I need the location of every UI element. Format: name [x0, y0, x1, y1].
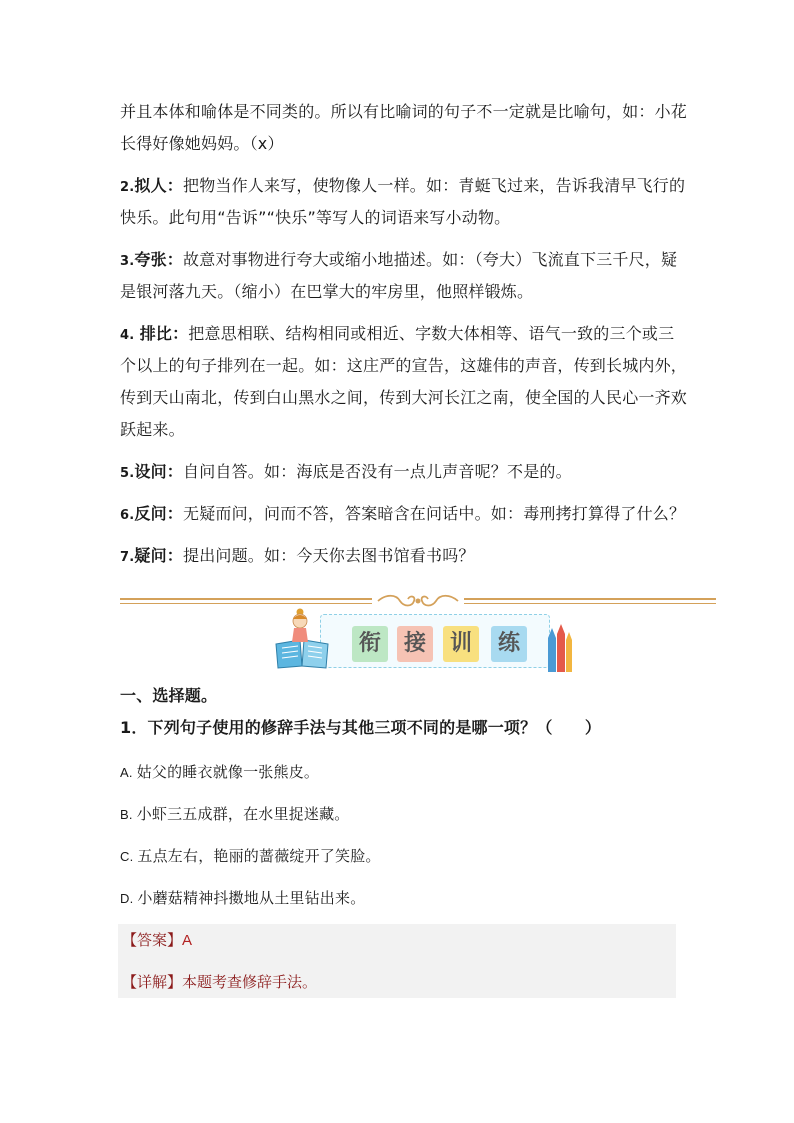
answer-line	[122, 930, 192, 951]
item-number: 3.	[120, 254, 135, 269]
item-number: 7.	[120, 550, 135, 565]
term-text: 故意对事物进行夸大或缩小地描述。如：（夸大）飞流直下三千尺，疑	[183, 250, 678, 269]
paragraph-line: 个以上的句子排列在一起。如：这庄严的宣告，这雄伟的声音，传到长城内外，	[120, 356, 688, 375]
item-number: 6.	[120, 508, 135, 523]
reading-child-icon	[286, 608, 314, 642]
paragraph-line: 是银河落九天。（缩小）在巴掌大的牢房里，他照样锻炼。	[120, 282, 534, 301]
detail-line	[122, 972, 317, 992]
question-stem: 1．下列句子使用的修辞手法与其他三项不同的是哪一项？（ ）	[120, 718, 602, 737]
option-letter: D.	[120, 891, 134, 906]
option-letter: C.	[120, 849, 134, 864]
setting-question-line	[120, 462, 572, 484]
option-text: 小虾三五成群，在水里捉迷藏。	[136, 805, 350, 823]
question-line	[120, 546, 475, 568]
term-label: 夸张：	[134, 250, 183, 269]
term-text: 把物当作人来写，使物像人一样。如：青蜓飞过来，告诉我清早飞行的	[183, 176, 686, 195]
option-text: 小蘑菇精神抖擞地从土里钻出来。	[137, 889, 366, 907]
item-number: 4.	[120, 328, 135, 343]
option-text: 姑父的睡衣就像一张熊皮。	[136, 763, 320, 781]
paragraph-line: 快乐。此句用“告诉”“快乐”等写人的词语来写小动物。	[120, 208, 511, 227]
pencils-icon	[544, 622, 574, 672]
parallelism-line	[120, 324, 674, 346]
scroll-ornament-icon	[374, 594, 462, 608]
banner-tile: 练	[491, 626, 527, 662]
term-label: 疑问：	[134, 546, 183, 565]
section-title: 一、选择题。	[120, 686, 218, 705]
paragraph-line: 并且本体和喻体是不同类的。所以有比喻词的句子不一定就是比喻句，如：小花	[120, 102, 688, 121]
detail-value: 本题考查修辞手法。	[182, 973, 318, 991]
practice-banner	[272, 608, 572, 672]
option-letter: B.	[120, 807, 133, 822]
paragraph-line: 长得好像她妈妈。（x）	[120, 134, 284, 153]
term-text: 自问自答。如：海底是否没有一点儿声音呢？不是的。	[183, 462, 572, 481]
hyperbole-line	[120, 250, 677, 272]
personification-line	[120, 176, 685, 198]
term-text: 把意思相联、结构相同或相近、字数大体相等、语气一致的三个或三	[188, 324, 675, 343]
item-number: 2.	[120, 180, 135, 195]
term-label: 设问：	[134, 462, 183, 481]
answer-label: 【答案】	[122, 931, 183, 949]
term-text: 无疑而问，问而不答，答案暗含在问话中。如：毒刑拷打算得了什么？	[183, 504, 686, 523]
paragraph-line: 跃起来。	[120, 420, 185, 439]
option-text: 五点左右，艳丽的蔷薇绽开了笑脸。	[137, 847, 381, 865]
banner-tile: 接	[397, 626, 433, 662]
option-b	[120, 804, 350, 825]
ornament-divider	[120, 594, 716, 608]
answer-value: A	[182, 932, 193, 949]
detail-label: 【详解】	[122, 973, 183, 991]
term-label: 拟人：	[134, 176, 183, 195]
banner-tile: 训	[443, 626, 479, 662]
item-number: 5.	[120, 466, 135, 481]
option-c	[120, 846, 381, 867]
option-d	[120, 888, 365, 909]
term-text: 提出问题。如：今天你去图书馆看书吗？	[183, 546, 475, 565]
banner-tile: 衔	[352, 626, 388, 662]
option-a	[120, 762, 319, 783]
rhetorical-question-line	[120, 504, 685, 526]
option-letter: A.	[120, 765, 133, 780]
term-label: 反问：	[134, 504, 183, 523]
paragraph-line: 传到天山南北，传到白山黑水之间，传到大河长江之南，使全国的人民心一齐欢	[120, 388, 688, 407]
term-label: 排比：	[139, 324, 189, 343]
